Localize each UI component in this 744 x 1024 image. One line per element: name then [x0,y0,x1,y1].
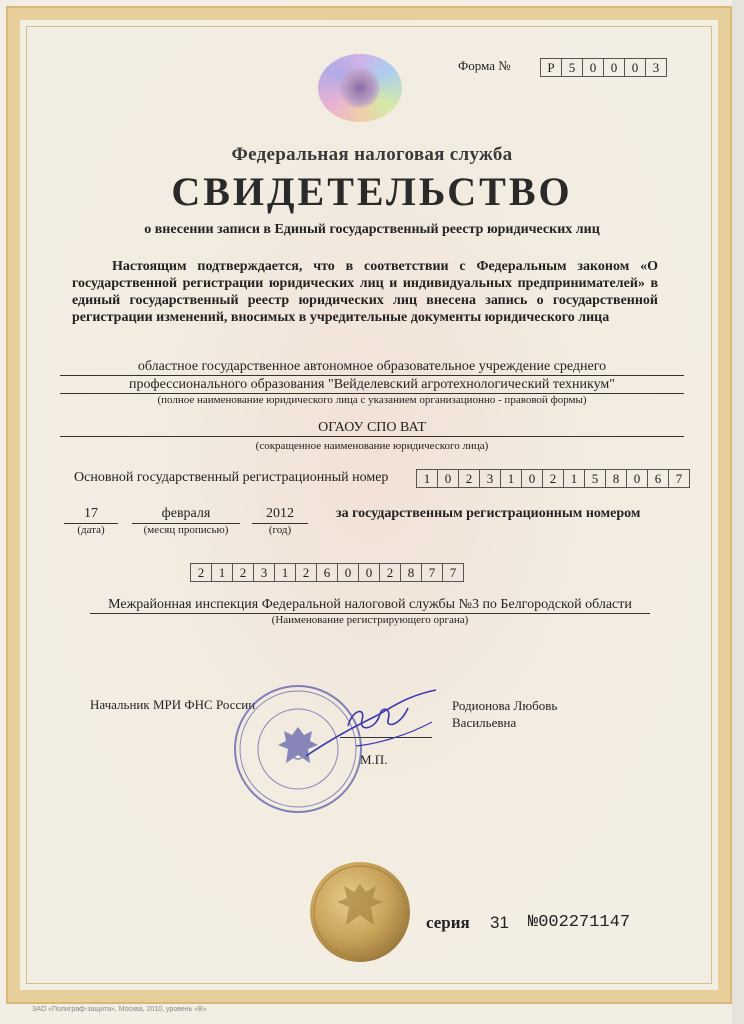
gold-seal-icon [308,860,412,964]
form-code-digit: 0 [583,58,604,77]
ogrn-digit: 1 [564,469,585,488]
ogrn-digit: 1 [417,469,438,488]
series-value: 31 [490,913,509,932]
certificate-number: №002271147 [528,913,631,932]
date-month: февраля [132,506,240,524]
grn-digit: 1 [275,563,296,582]
service-name: Федеральная налоговая служба [231,144,513,165]
ogrn-number [416,469,690,488]
certificate-title: СВИДЕТЕЛЬСТВО [171,169,573,214]
grn-digit: 0 [359,563,380,582]
ogrn-label: Основной государственный регистрационный номер [74,470,389,485]
date-year-field [252,506,308,536]
grn-digit: 1 [212,563,233,582]
series-label: серия [426,913,470,932]
grn-digit: 2 [296,563,317,582]
grn-digit: 2 [191,563,212,582]
grn-digit: 3 [254,563,275,582]
ogrn-digit: 2 [543,469,564,488]
ogrn-digit: 3 [480,469,501,488]
date-year-caption: (год) [268,524,292,536]
date-day-field [64,506,118,536]
grn-digit: 8 [401,563,422,582]
confirmation-paragraph [72,258,658,326]
authority-field [90,597,650,626]
entity-full-name [60,358,684,394]
grn-number [190,563,464,582]
signer-position: Начальник МРИ ФНС России [90,697,256,712]
entity-short-name-field [60,420,684,437]
ogrn-digit: 8 [606,469,627,488]
grn-digit: 7 [422,563,443,582]
date-month-field [132,506,240,536]
signer-name-line1: Родионова Любовь [452,698,558,713]
ogrn-digit: 6 [648,469,669,488]
authority-name: Межрайонная инспекция Федеральной налоговой службы №3 по Белгородской области [90,597,650,614]
confirmation-text: Настоящим подтверждается, что в соответствии с Федеральным законом «О государственной регистрации юридических лиц и индивидуальных предпринимателей» в единый государственный реестр юридических лиц внесена запись о государственной регистрации изменений, вносимых в учредительные документы юридического лица [72,259,658,325]
stamp-place-label: М.П. [360,752,388,767]
ogrn-digit: 0 [522,469,543,488]
entity-full-name-line1: областное государственное автономное образовательное учреждение среднего [60,358,684,376]
full-name-caption: (полное наименование юридического лица с указанием организационно - правовой формы) [157,394,587,406]
ogrn-digit: 1 [501,469,522,488]
ogrn-digit: 0 [438,469,459,488]
grn-digit: 6 [317,563,338,582]
signature-scribble-icon [296,686,446,766]
entity-full-name-line2: профессионального образования "Вейделевский агротехнологический техникум" [60,376,684,394]
entity-short-name: ОГАОУ СПО ВАТ [60,420,684,437]
form-code-digit: 5 [562,58,583,77]
form-code-digit: 0 [604,58,625,77]
grn-digit: 7 [443,563,464,582]
short-name-caption: (сокращенное наименование юридического лица) [255,440,489,452]
ogrn-digit: 5 [585,469,606,488]
signer-name [452,697,557,731]
ogrn-digit: 0 [627,469,648,488]
grn-digit: 2 [380,563,401,582]
form-code-digit: 3 [646,58,667,77]
printer-imprint: ЗАО «Полиграф-защита», Москва, 2010, уровень «В» [32,1006,207,1013]
form-label: Форма № [458,58,511,73]
signer-name-line2: Васильевна [452,715,517,730]
hologram-icon [318,54,402,122]
date-month-caption: (месяц прописью) [143,524,229,536]
form-code-digit: 0 [625,58,646,77]
grn-digit: 2 [233,563,254,582]
date-year: 2012 [252,506,308,524]
ogrn-digit: 2 [459,469,480,488]
grn-label: за государственным регистрационным номером [336,506,641,521]
authority-caption: (Наименование регистрирующего органа) [271,614,469,626]
date-day: 17 [64,506,118,524]
form-code-digit: Р [541,58,562,77]
form-code [540,58,667,77]
grn-digit: 0 [338,563,359,582]
date-day-caption: (дата) [77,524,105,536]
ogrn-digit: 7 [669,469,690,488]
certificate-subtitle: о внесении записи в Единый государственный реестр юридических лиц [144,222,600,237]
